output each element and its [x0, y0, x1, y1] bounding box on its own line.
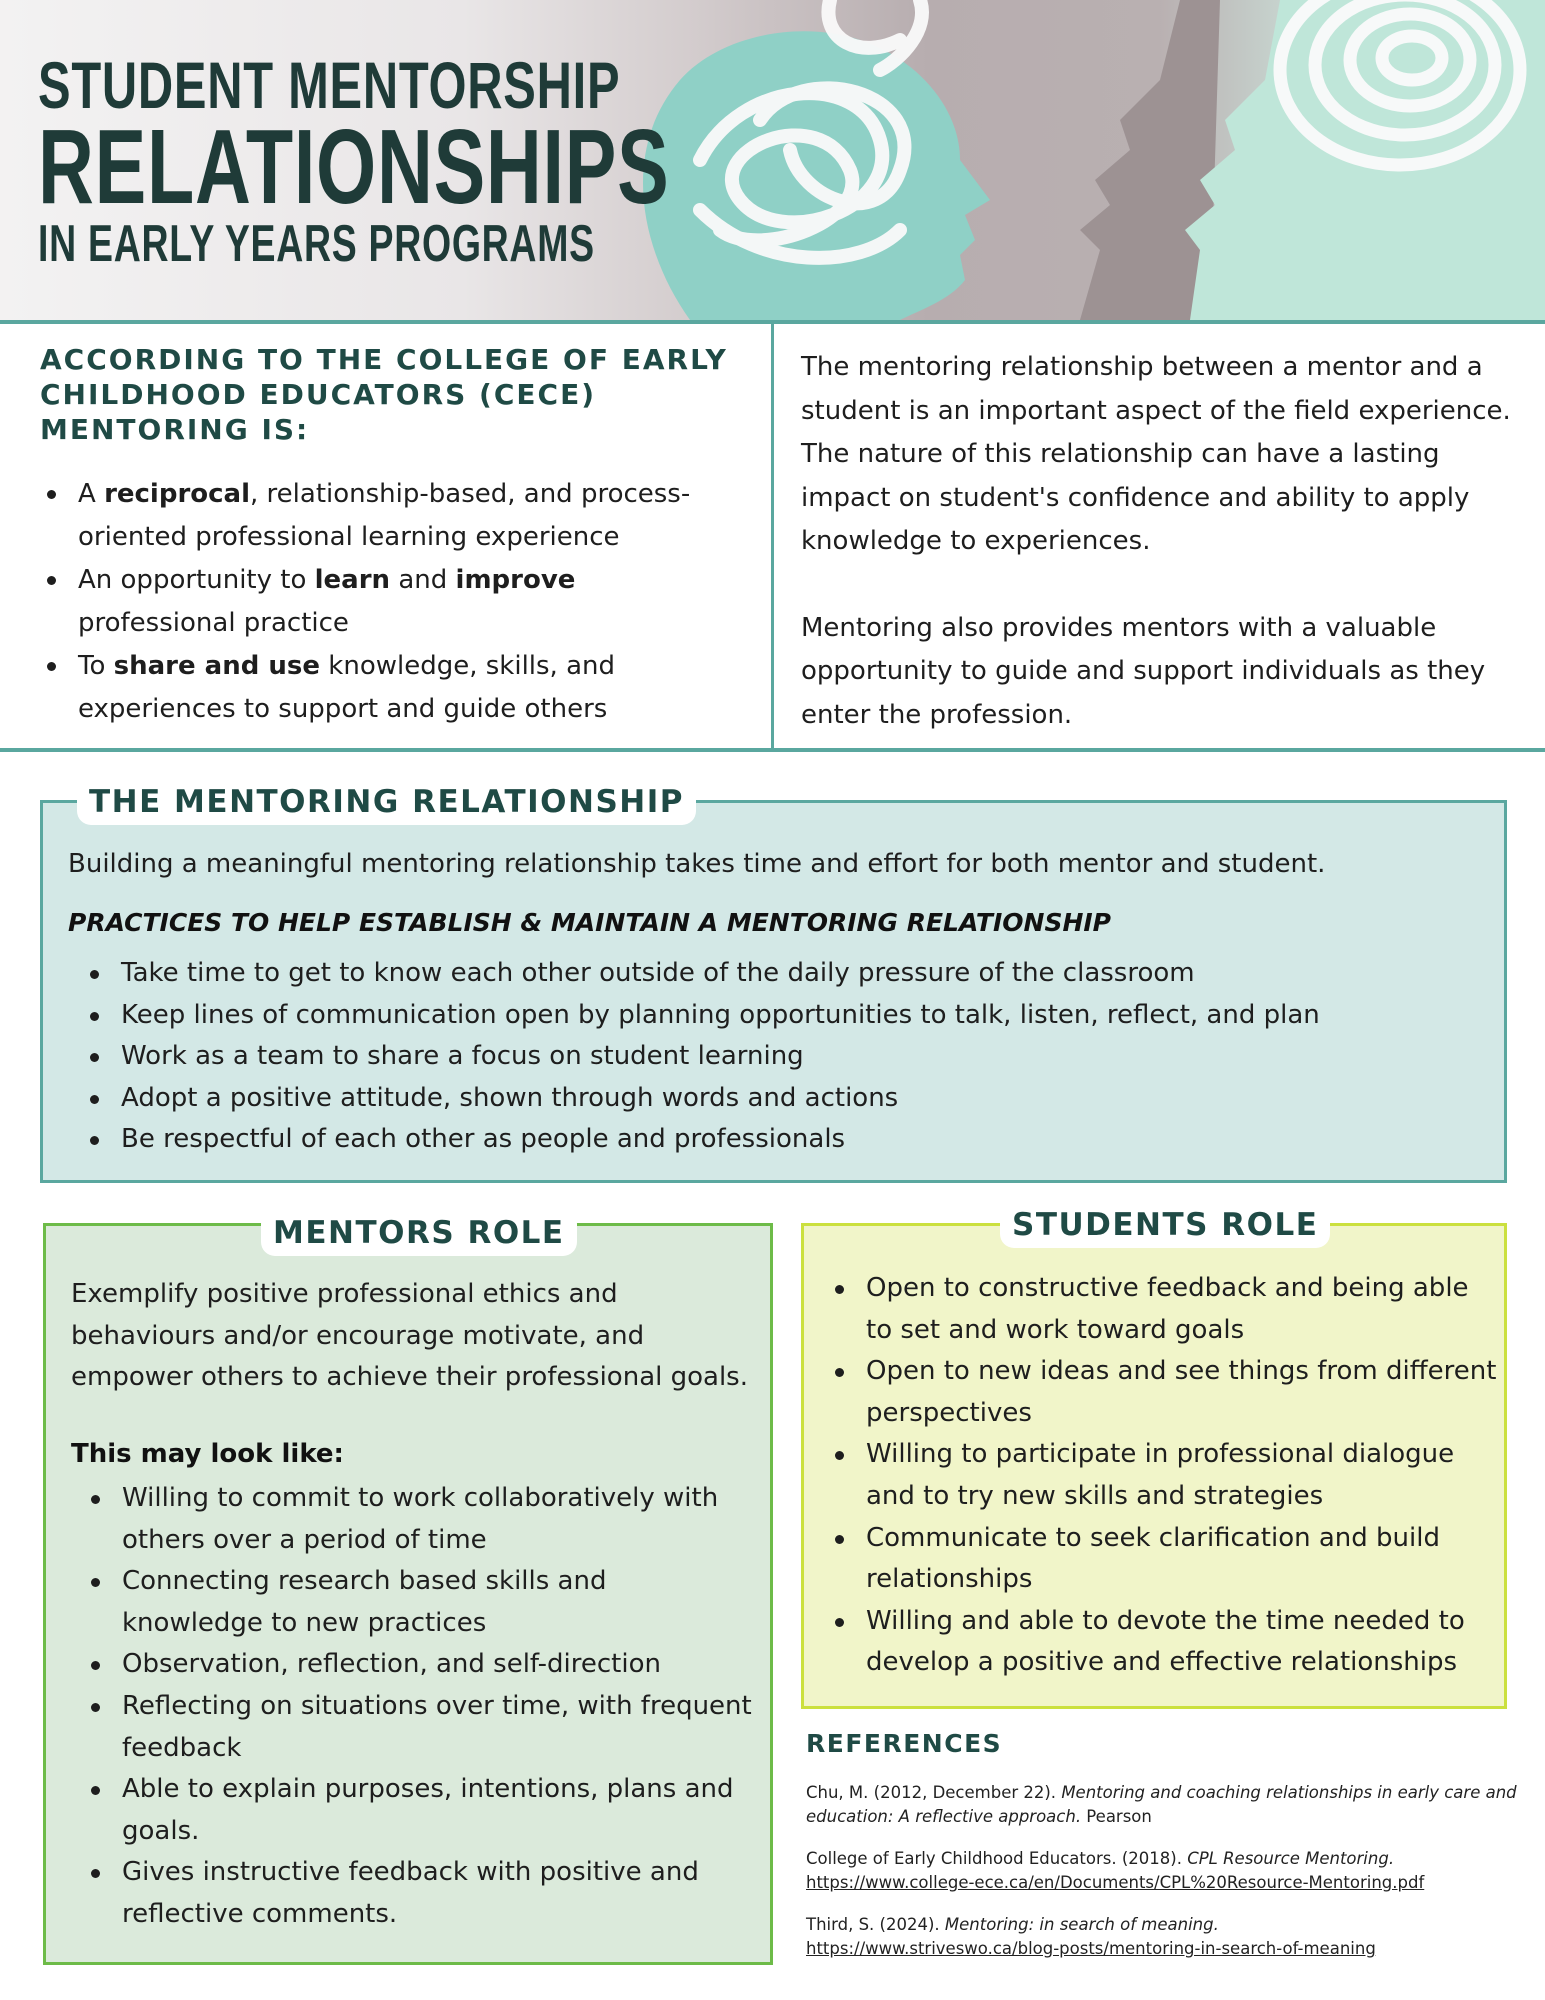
header-banner — [0, 0, 1545, 320]
list-item: A reciprocal, relationship-based, and process-oriented professional learning experience — [40, 473, 740, 559]
references-section — [806, 1725, 1526, 1961]
list-item: Be respectful of each other as people and professionals — [83, 1119, 1483, 1161]
list-item: Able to explain purposes, intentions, plans and goals. — [84, 1769, 754, 1852]
mentors-role-box — [43, 1215, 773, 1965]
intro-section — [0, 320, 1545, 752]
list-item: Open to new ideas and see things from different perspectives — [828, 1351, 1498, 1434]
section-heading: MENTORS ROLE — [261, 1210, 577, 1256]
section-heading: THE MENTORING RELATIONSHIP — [77, 779, 696, 825]
reference-link[interactable]: https://www.college-ece.ca/en/Documents/CPL%20Resource-Mentoring.pdf — [806, 1873, 1425, 1892]
references-heading: REFERENCES — [806, 1729, 1003, 1758]
reference-link[interactable]: https://www.striveswo.ca/blog-posts/mentoring-in-search-of-meaning — [806, 1939, 1376, 1958]
reference-entry: Third, S. (2024). Mentoring: in search of meaning. https://www.striveswo.ca/blog-posts/mentoring-in-search-of-meaning — [806, 1915, 1376, 1958]
list-item: Observation, reflection, and self-direction — [84, 1644, 754, 1686]
students-role-list — [828, 1268, 1498, 1684]
list-item: Willing to commit to work collaboratively with others over a period of time — [84, 1478, 754, 1561]
relationship-intro: Building a meaningful mentoring relationship takes time and effort for both mentor and student. — [68, 849, 1326, 879]
column-divider — [771, 324, 774, 748]
reference-entry: Chu, M. (2012, December 22). Mentoring and coaching relationships in early care and education: A reflective approach. Pearson — [806, 1783, 1517, 1826]
mentors-role-intro: Exemplify positive professional ethics and behaviours and/or encourage motivate, and empower others to achieve their professional goals. — [71, 1279, 748, 1392]
list-item: Adopt a positive attitude, shown through words and actions — [83, 1078, 1483, 1120]
cece-heading-line: ACCORDING TO THE COLLEGE OF EARLY — [40, 343, 728, 376]
list-item: Keep lines of communication open by planning opportunities to talk, listen, reflect, and plan — [83, 995, 1483, 1037]
list-item: Connecting research based skills and knowledge to new practices — [84, 1561, 754, 1644]
list-item: An opportunity to learn and improve professional practice — [40, 559, 740, 645]
list-item: Willing and able to devote the time needed to develop a positive and effective relationships — [828, 1601, 1498, 1684]
cece-definition — [40, 342, 740, 731]
list-item: Work as a team to share a focus on student learning — [83, 1036, 1483, 1078]
reference-entry: College of Early Childhood Educators. (2018). CPL Resource Mentoring. https://www.college-ece.ca/en/Documents/CPL%20Resource-Mentoring.pdf — [806, 1849, 1425, 1892]
cece-heading-line: CHILDHOOD EDUCATORS (CECE) — [40, 378, 596, 411]
title-line-1: STUDENT MENTORSHIP — [38, 48, 621, 122]
students-role-box — [801, 1207, 1507, 1709]
page-title — [38, 48, 903, 273]
mentors-role-subheading: This may look like: — [71, 1439, 344, 1469]
list-item: Gives instructive feedback with positive and reflective comments. — [84, 1852, 754, 1935]
list-item: Reflecting on situations over time, with frequent feedback — [84, 1686, 754, 1769]
mentors-role-list — [84, 1478, 754, 1936]
list-item: Take time to get to know each other outside of the daily pressure of the classroom — [83, 953, 1483, 995]
intro-paragraph: Mentoring also provides mentors with a valuable opportunity to guide and support individuals as they enter the profession. — [801, 612, 1486, 730]
intro-paragraph: The mentoring relationship between a mentor and a student is an important aspect of the field experience. The nature of this relationship can have a lasting impact on student's confidence and ability to apply knowledge to experiences. — [801, 352, 1511, 556]
list-item: To share and use knowledge, skills, and experiences to support and guide others — [40, 645, 740, 731]
intro-description — [801, 346, 1521, 737]
cece-heading — [40, 342, 740, 447]
list-item: Open to constructive feedback and being able to set and work toward goals — [828, 1268, 1498, 1351]
title-line-3: IN EARLY YEARS PROGRAMS — [38, 215, 595, 273]
cece-bullet-list — [40, 473, 740, 731]
list-item: Willing to participate in professional dialogue and to try new skills and strategies — [828, 1434, 1498, 1517]
practices-list — [83, 953, 1483, 1161]
list-item: Communicate to seek clarification and build relationships — [828, 1518, 1498, 1601]
title-line-2: RELATIONSHIPS — [38, 108, 670, 226]
section-heading: STUDENTS ROLE — [1000, 1202, 1330, 1248]
practices-subheading: PRACTICES TO HELP ESTABLISH & MAINTAIN A MENTORING RELATIONSHIP — [68, 908, 1111, 937]
mentoring-relationship-box — [40, 784, 1507, 1183]
cece-heading-line: MENTORING IS: — [40, 413, 310, 446]
